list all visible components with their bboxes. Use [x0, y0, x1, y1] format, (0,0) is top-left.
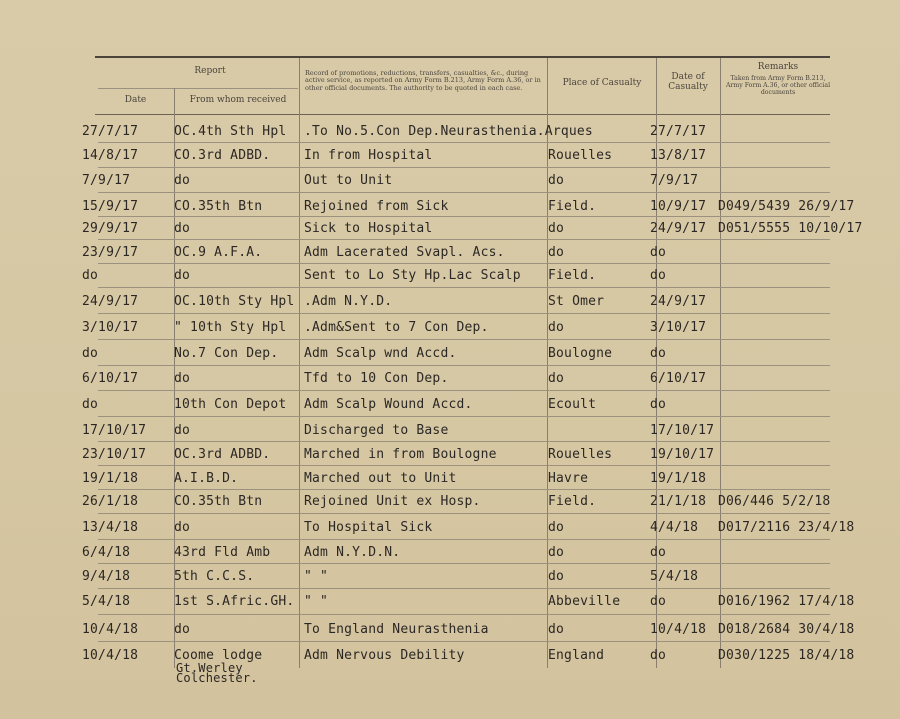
- row-date-casualty: do: [650, 346, 667, 361]
- row-separator: [98, 489, 830, 490]
- row-separator: [98, 465, 830, 466]
- row-record: Tfd to 10 Con Dep.: [304, 371, 449, 386]
- row-remarks: D016/1962 17/4/18: [718, 594, 855, 609]
- row-record: Adm Scalp Wound Accd.: [304, 397, 473, 412]
- row-record: Adm Scalp wnd Accd.: [304, 346, 457, 361]
- row-from: Coome lodge: [174, 648, 263, 663]
- row-remarks: D051/5555 10/10/17: [718, 221, 863, 236]
- row-place: Ecoult: [548, 397, 597, 412]
- row-date: 17/10/17: [82, 423, 147, 438]
- row-date: 15/9/17: [82, 199, 139, 214]
- row-record: To England Neurasthenia: [304, 622, 489, 637]
- row-separator: [98, 588, 830, 589]
- row-separator: [98, 513, 830, 514]
- row-remarks: D017/2116 23/4/18: [718, 520, 855, 535]
- report-subrule: [98, 88, 298, 89]
- header-date: Date: [124, 95, 147, 105]
- row-record: .To No.5.Con Dep.Neurasthenia.Arques: [304, 124, 593, 139]
- row-date: do: [82, 346, 99, 361]
- row-record: Adm Nervous Debility: [304, 648, 465, 663]
- row-from: OC.9 A.F.A.: [174, 245, 263, 260]
- row-record: In from Hospital: [304, 148, 433, 163]
- extra-line-2: Colchester.: [176, 671, 258, 685]
- row-place: Rouelles: [548, 148, 613, 163]
- row-from: do: [174, 221, 191, 236]
- row-separator: [98, 441, 830, 442]
- row-place: Field.: [548, 494, 597, 509]
- row-separator: [98, 167, 830, 168]
- row-separator: [98, 339, 830, 340]
- row-date-casualty: 13/8/17: [650, 148, 707, 163]
- row-date: 26/1/18: [82, 494, 139, 509]
- row-place: Abbeville: [548, 594, 621, 609]
- row-from: do: [174, 622, 191, 637]
- extra-line-1: Gt.Werley: [176, 661, 243, 675]
- row-record: Sent to Lo Sty Hp.Lac Scalp: [304, 268, 521, 283]
- row-date: do: [82, 268, 99, 283]
- row-date: 9/4/18: [82, 569, 131, 584]
- row-date-casualty: do: [650, 545, 667, 560]
- row-remarks: D049/5439 26/9/17: [718, 199, 855, 214]
- row-date: 23/10/17: [82, 447, 147, 462]
- row-record: Adm Lacerated Svapl. Acs.: [304, 245, 505, 260]
- col-divider-5: [720, 58, 721, 668]
- row-date: 6/4/18: [82, 545, 131, 560]
- row-place: Havre: [548, 471, 589, 486]
- row-separator: [98, 263, 830, 264]
- row-place: do: [548, 320, 565, 335]
- row-place: Rouelles: [548, 447, 613, 462]
- row-place: do: [548, 371, 565, 386]
- row-date-casualty: 7/9/17: [650, 173, 699, 188]
- row-date-casualty: do: [650, 648, 667, 663]
- row-place: do: [548, 622, 565, 637]
- row-remarks: D018/2684 30/4/18: [718, 622, 855, 637]
- row-date-casualty: 4/4/18: [650, 520, 699, 535]
- row-place: do: [548, 221, 565, 236]
- row-record: Rejoined Unit ex Hosp.: [304, 494, 481, 509]
- header-from-whom: From whom received: [189, 95, 287, 105]
- row-date-casualty: 10/4/18: [650, 622, 707, 637]
- row-date-casualty: 24/9/17: [650, 294, 707, 309]
- row-separator: [98, 641, 830, 642]
- row-record: " ": [304, 594, 329, 609]
- row-separator: [98, 216, 830, 217]
- row-date: 24/9/17: [82, 294, 139, 309]
- header-place: Place of Casualty: [562, 78, 642, 88]
- row-separator: [98, 287, 830, 288]
- row-from: 43rd Fld Amb: [174, 545, 271, 560]
- row-record: .Adm&Sent to 7 Con Dep.: [304, 320, 489, 335]
- row-from: " 10th Sty Hpl: [174, 320, 287, 335]
- row-date-casualty: 21/1/18: [650, 494, 707, 509]
- row-date: 29/9/17: [82, 221, 139, 236]
- row-date: 7/9/17: [82, 173, 131, 188]
- row-place: Field.: [548, 268, 597, 283]
- row-date-casualty: 10/9/17: [650, 199, 707, 214]
- row-record: Out to Unit: [304, 173, 393, 188]
- row-record: Marched in from Boulogne: [304, 447, 497, 462]
- header-report: Report: [194, 66, 226, 76]
- row-from: CO.35th Btn: [174, 494, 263, 509]
- row-from: OC.4th Sth Hpl: [174, 124, 287, 139]
- row-from: OC.10th Sty Hpl: [174, 294, 295, 309]
- row-date-casualty: 24/9/17: [650, 221, 707, 236]
- row-date-casualty: 19/1/18: [650, 471, 707, 486]
- row-record: Adm N.Y.D.N.: [304, 545, 401, 560]
- row-from: do: [174, 268, 191, 283]
- row-record: .Adm N.Y.D.: [304, 294, 393, 309]
- row-date-casualty: 27/7/17: [650, 124, 707, 139]
- row-date: 14/8/17: [82, 148, 139, 163]
- row-remarks: D06/446 5/2/18: [718, 494, 831, 509]
- row-date: 10/4/18: [82, 648, 139, 663]
- row-date-casualty: 6/10/17: [650, 371, 707, 386]
- row-record: To Hospital Sick: [304, 520, 433, 535]
- row-date: 5/4/18: [82, 594, 131, 609]
- row-from: do: [174, 371, 191, 386]
- row-place: do: [548, 520, 565, 535]
- row-date: 3/10/17: [82, 320, 139, 335]
- row-date-casualty: do: [650, 268, 667, 283]
- row-separator: [98, 142, 830, 143]
- row-date: 10/4/18: [82, 622, 139, 637]
- row-from: do: [174, 520, 191, 535]
- row-separator: [98, 365, 830, 366]
- row-from: 10th Con Depot: [174, 397, 287, 412]
- row-date-casualty: do: [650, 594, 667, 609]
- row-place: Field.: [548, 199, 597, 214]
- row-date-casualty: 5/4/18: [650, 569, 699, 584]
- row-place: do: [548, 545, 565, 560]
- row-date: 27/7/17: [82, 124, 139, 139]
- row-date: do: [82, 397, 99, 412]
- row-date: 6/10/17: [82, 371, 139, 386]
- row-from: CO.35th Btn: [174, 199, 263, 214]
- row-place: England: [548, 648, 605, 663]
- row-place: St Omer: [548, 294, 605, 309]
- row-separator: [98, 563, 830, 564]
- row-from: No.7 Con Dep.: [174, 346, 279, 361]
- row-separator: [98, 192, 830, 193]
- row-record: Sick to Hospital: [304, 221, 433, 236]
- row-place: do: [548, 569, 565, 584]
- row-from: 1st S.Afric.GH.: [174, 594, 295, 609]
- row-record: Discharged to Base: [304, 423, 449, 438]
- header-record: Record of promotions, reductions, transfers, casualties, &c., during active service, as reported on Army Form B.213, Army Form A.36, or in other official documents. The authority to be quoted in each case.: [305, 69, 541, 92]
- row-date: 19/1/18: [82, 471, 139, 486]
- row-from: CO.3rd ADBD.: [174, 148, 271, 163]
- row-from: do: [174, 173, 191, 188]
- row-date-casualty: 19/10/17: [650, 447, 715, 462]
- row-separator: [98, 390, 830, 391]
- row-date-casualty: 17/10/17: [650, 423, 715, 438]
- row-date-casualty: do: [650, 397, 667, 412]
- row-date: 13/4/18: [82, 520, 139, 535]
- row-date: 23/9/17: [82, 245, 139, 260]
- row-remarks: D030/1225 18/4/18: [718, 648, 855, 663]
- row-separator: [98, 614, 830, 615]
- row-from: 5th C.C.S.: [174, 569, 255, 584]
- row-from: do: [174, 423, 191, 438]
- header-date-casualty: Date of Casualty: [668, 72, 708, 93]
- row-record: " ": [304, 569, 329, 584]
- row-place: do: [548, 173, 565, 188]
- row-date-casualty: 3/10/17: [650, 320, 707, 335]
- row-separator: [98, 416, 830, 417]
- header-remarks: Remarks: [757, 62, 799, 72]
- row-place: do: [548, 245, 565, 260]
- row-record: Rejoined from Sick: [304, 199, 449, 214]
- row-record: Marched out to Unit: [304, 471, 457, 486]
- row-from: OC.3rd ADBD.: [174, 447, 271, 462]
- row-from: A.I.B.D.: [174, 471, 239, 486]
- col-divider-2: [299, 58, 300, 668]
- row-separator: [98, 239, 830, 240]
- header-remarks-note: Taken from Army Form B.213, Army Form A.36, or other official documents: [725, 75, 831, 97]
- row-place: Boulogne: [548, 346, 613, 361]
- row-separator: [98, 539, 830, 540]
- row-separator: [98, 313, 830, 314]
- row-date-casualty: do: [650, 245, 667, 260]
